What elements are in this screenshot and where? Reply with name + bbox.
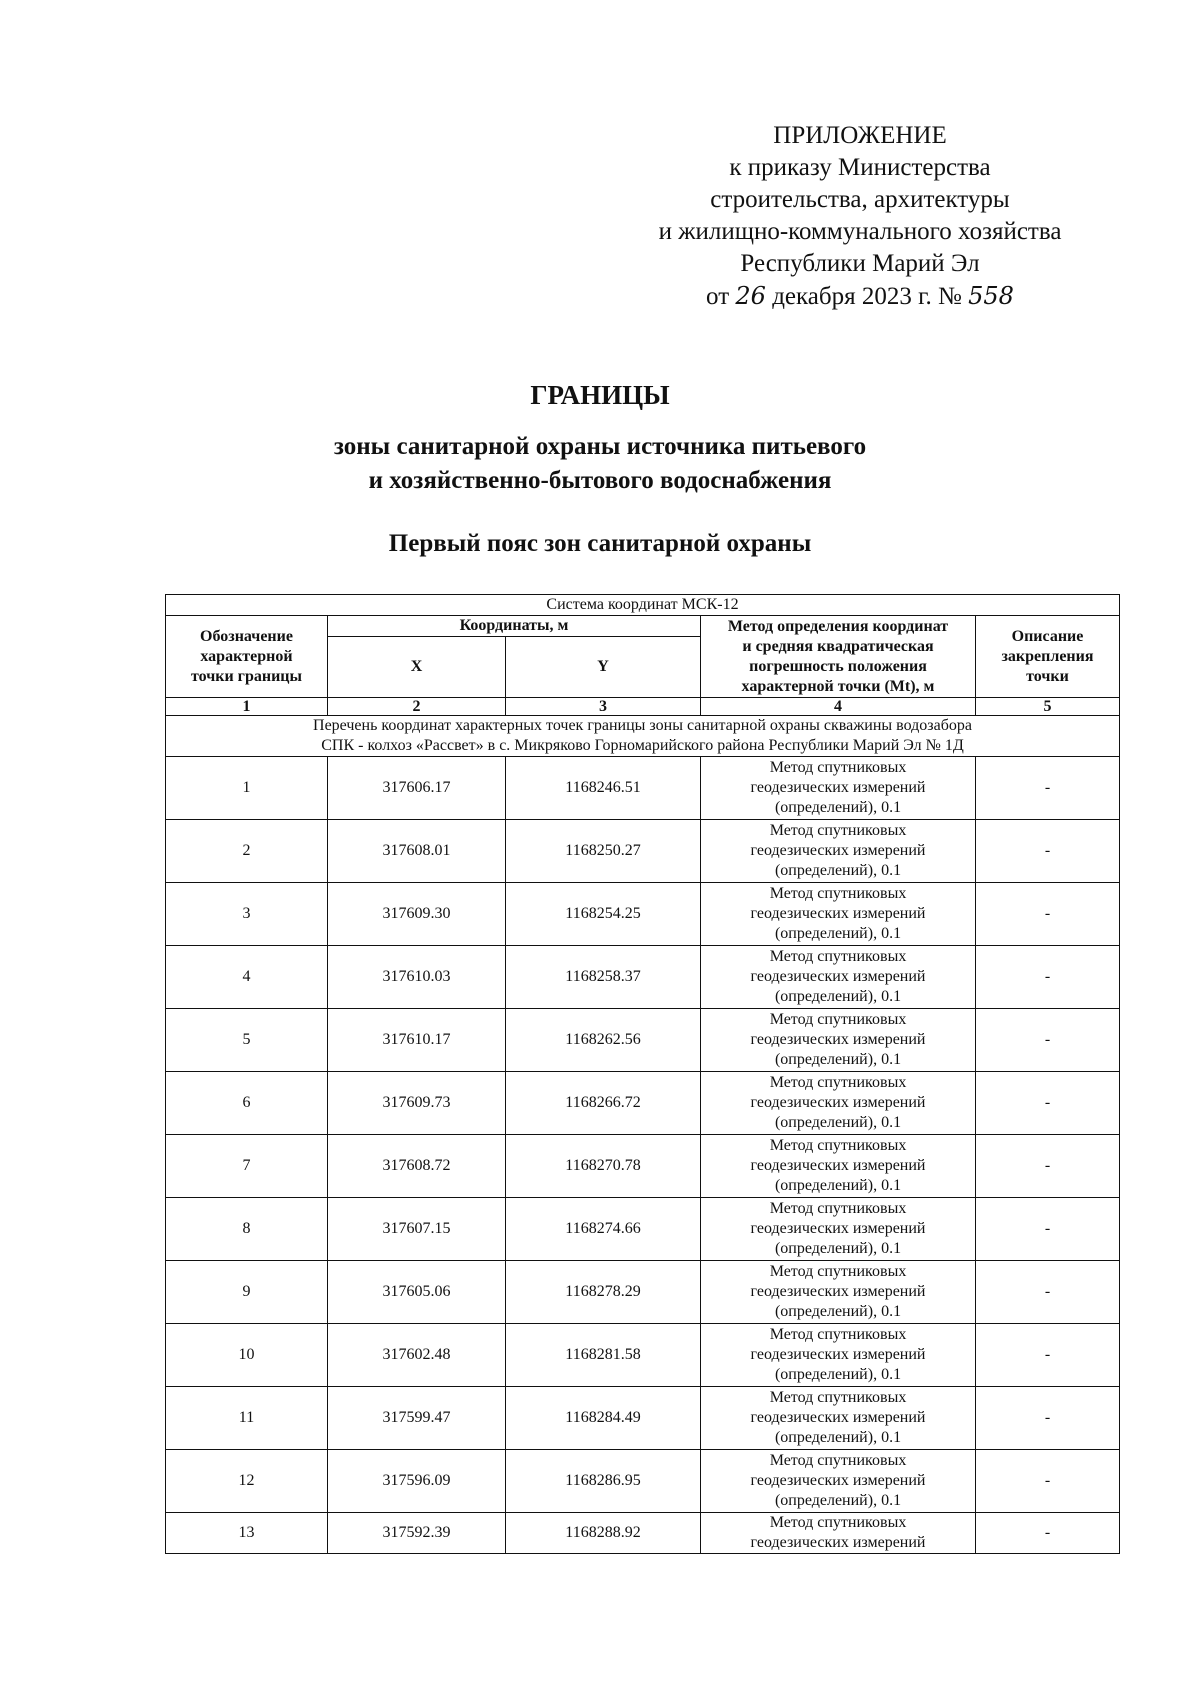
coord-x: 317605.06 (328, 1261, 506, 1324)
fixing-description: - (976, 1072, 1120, 1135)
point-number: 13 (166, 1513, 328, 1554)
method-cell (701, 1387, 976, 1450)
method-line: (определений), 0.1 (774, 1366, 902, 1383)
header-x: X (328, 637, 506, 698)
coord-x: 317609.73 (328, 1072, 506, 1135)
point-number: 6 (166, 1072, 328, 1135)
header-description: Описание закрепления точки (976, 616, 1120, 698)
coord-y: 1168250.27 (506, 820, 701, 883)
coord-y: 1168258.37 (506, 946, 701, 1009)
method-line: геодезических измерений (750, 1283, 926, 1300)
coord-y: 1168270.78 (506, 1135, 701, 1198)
table-row (166, 1072, 1120, 1135)
header-row-1 (166, 616, 1120, 637)
method-line: геодезических измерений (750, 1220, 926, 1237)
coord-y: 1168278.29 (506, 1261, 701, 1324)
fixing-description: - (976, 1261, 1120, 1324)
method-line: Метод спутниковых (769, 1452, 907, 1469)
date-prefix: от (706, 283, 730, 310)
table-row (166, 820, 1120, 883)
coord-y: 1168286.95 (506, 1450, 701, 1513)
table-row (166, 1009, 1120, 1072)
coord-y: 1168254.25 (506, 883, 701, 946)
method-line: Метод спутниковых (769, 1074, 907, 1091)
table-body (166, 757, 1120, 1554)
coord-x: 317607.15 (328, 1198, 506, 1261)
fixing-description: - (976, 1135, 1120, 1198)
appendix-line: Республики Марий Эл (740, 250, 980, 277)
method-line: (определений), 0.1 (774, 1492, 902, 1509)
method-line: (определений), 0.1 (774, 862, 902, 879)
point-number: 10 (166, 1324, 328, 1387)
column-numbers-row (166, 698, 1120, 716)
coord-x: 317602.48 (328, 1324, 506, 1387)
point-number: 1 (166, 757, 328, 820)
order-date-line (600, 280, 1120, 313)
method-line: геодезических измерений (750, 842, 926, 859)
method-line: (определений), 0.1 (774, 1429, 902, 1446)
coord-y: 1168281.58 (506, 1324, 701, 1387)
method-cell (701, 757, 976, 820)
date-middle: декабря 2023 г. № (772, 283, 962, 310)
point-number: 12 (166, 1450, 328, 1513)
method-line: (определений), 0.1 (774, 1177, 902, 1194)
method-line: Метод спутниковых (769, 1137, 907, 1154)
header-y: Y (506, 637, 701, 698)
fixing-description: - (976, 1387, 1120, 1450)
document-subtitle (0, 430, 1200, 498)
coord-x: 317610.17 (328, 1009, 506, 1072)
method-line: (определений), 0.1 (774, 1051, 902, 1068)
table-row (166, 1261, 1120, 1324)
method-line: геодезических измерений (750, 1346, 926, 1363)
appendix-line: и жилищно-коммунального хозяйства (658, 218, 1062, 245)
method-cell (701, 820, 976, 883)
subtitle-line-1: зоны санитарной охраны источника питьевого (333, 433, 867, 460)
method-line: геодезических измерений (750, 1534, 926, 1551)
header-method: Метод определения координат и средняя квадратическая погрешность положения характерной точки (Mt), м (701, 616, 976, 698)
table-row (166, 1450, 1120, 1513)
coordinates-table (165, 594, 1120, 1554)
appendix-header (600, 120, 1120, 313)
point-number: 5 (166, 1009, 328, 1072)
fixing-description: - (976, 1450, 1120, 1513)
coord-system-label: Система координат МСК-12 (166, 595, 1120, 616)
coord-x: 317592.39 (328, 1513, 506, 1554)
coord-x: 317610.03 (328, 946, 506, 1009)
column-number: 1 (166, 698, 328, 716)
method-line: (определений), 0.1 (774, 1303, 902, 1320)
section-title: Первый пояс зон санитарной охраны (388, 530, 812, 557)
coord-y: 1168288.92 (506, 1513, 701, 1554)
coord-y: 1168284.49 (506, 1387, 701, 1450)
method-cell (701, 1513, 976, 1554)
point-number: 4 (166, 946, 328, 1009)
table-row (166, 883, 1120, 946)
point-number: 8 (166, 1198, 328, 1261)
method-line: геодезических измерений (750, 1157, 926, 1174)
fixing-description: - (976, 946, 1120, 1009)
method-cell (701, 1198, 976, 1261)
coord-y: 1168274.66 (506, 1198, 701, 1261)
method-cell (701, 1072, 976, 1135)
fixing-description: - (976, 1324, 1120, 1387)
table-row (166, 946, 1120, 1009)
coord-x: 317608.01 (328, 820, 506, 883)
table-row (166, 757, 1120, 820)
method-cell (701, 946, 976, 1009)
method-line: (определений), 0.1 (774, 925, 902, 942)
method-line: геодезических измерений (750, 1472, 926, 1489)
coord-x: 317608.72 (328, 1135, 506, 1198)
fixing-description: - (976, 757, 1120, 820)
method-cell (701, 1450, 976, 1513)
point-number: 9 (166, 1261, 328, 1324)
method-line: Метод спутниковых (769, 1011, 907, 1028)
method-line: Метод спутниковых (769, 1200, 907, 1217)
method-line: (определений), 0.1 (774, 799, 902, 816)
header-point: Обозначение характерной точки границы (166, 616, 328, 698)
fixing-description: - (976, 883, 1120, 946)
appendix-title: ПРИЛОЖЕНИЕ (773, 122, 947, 149)
handwritten-day: 26 (735, 282, 766, 310)
method-cell (701, 883, 976, 946)
column-number: 3 (506, 698, 701, 716)
method-cell (701, 1009, 976, 1072)
method-cell (701, 1324, 976, 1387)
point-number: 2 (166, 820, 328, 883)
fixing-description: - (976, 1198, 1120, 1261)
coord-y: 1168266.72 (506, 1072, 701, 1135)
point-number: 7 (166, 1135, 328, 1198)
coord-x: 317596.09 (328, 1450, 506, 1513)
method-line: Метод спутниковых (769, 822, 907, 839)
method-line: Метод спутниковых (769, 948, 907, 965)
table-row (166, 1135, 1120, 1198)
coord-x: 317599.47 (328, 1387, 506, 1450)
fixing-description: - (976, 1009, 1120, 1072)
point-number: 3 (166, 883, 328, 946)
method-line: (определений), 0.1 (774, 1240, 902, 1257)
fixing-description: - (976, 820, 1120, 883)
method-line: геодезических измерений (750, 1409, 926, 1426)
method-line: геодезических измерений (750, 968, 926, 985)
method-line: Метод спутниковых (769, 1263, 907, 1280)
appendix-line: к приказу Министерства (729, 154, 991, 181)
column-number: 4 (701, 698, 976, 716)
coord-x: 317609.30 (328, 883, 506, 946)
coord-y: 1168246.51 (506, 757, 701, 820)
subtitle-line-2: и хозяйственно-бытового водоснабжения (368, 467, 832, 494)
method-line: геодезических измерений (750, 905, 926, 922)
method-line: Метод спутниковых (769, 1514, 907, 1531)
table-row (166, 1198, 1120, 1261)
method-line: Метод спутниковых (769, 759, 907, 776)
table-caption-row (166, 716, 1120, 757)
table-row (166, 1324, 1120, 1387)
header-coordinates: Координаты, м (328, 616, 701, 637)
coord-y: 1168262.56 (506, 1009, 701, 1072)
table-row (166, 1387, 1120, 1450)
method-line: геодезических измерений (750, 1031, 926, 1048)
appendix-line: строительства, архитектуры (710, 186, 1010, 213)
method-line: Метод спутниковых (769, 1326, 907, 1343)
method-line: Метод спутниковых (769, 885, 907, 902)
method-line: (определений), 0.1 (774, 1114, 902, 1131)
fixing-description: - (976, 1513, 1120, 1554)
coord-x: 317606.17 (328, 757, 506, 820)
coord-system-row (166, 595, 1120, 616)
table-row (166, 1513, 1120, 1554)
method-cell (701, 1261, 976, 1324)
method-line: Метод спутниковых (769, 1389, 907, 1406)
method-cell (701, 1135, 976, 1198)
method-line: геодезических измерений (750, 779, 926, 796)
document-title: ГРАНИЦЫ (530, 380, 670, 410)
table-caption: Перечень координат характерных точек границы зоны санитарной охраны скважины водозабора СПК - колхоз «Рассвет» в с. Микряково Горномарийского района Республики Марий Эл № 1Д (166, 716, 1120, 757)
column-number: 2 (328, 698, 506, 716)
point-number: 11 (166, 1387, 328, 1450)
column-number: 5 (976, 698, 1120, 716)
method-line: геодезических измерений (750, 1094, 926, 1111)
handwritten-order-number: 558 (968, 282, 1014, 310)
method-line: (определений), 0.1 (774, 988, 902, 1005)
